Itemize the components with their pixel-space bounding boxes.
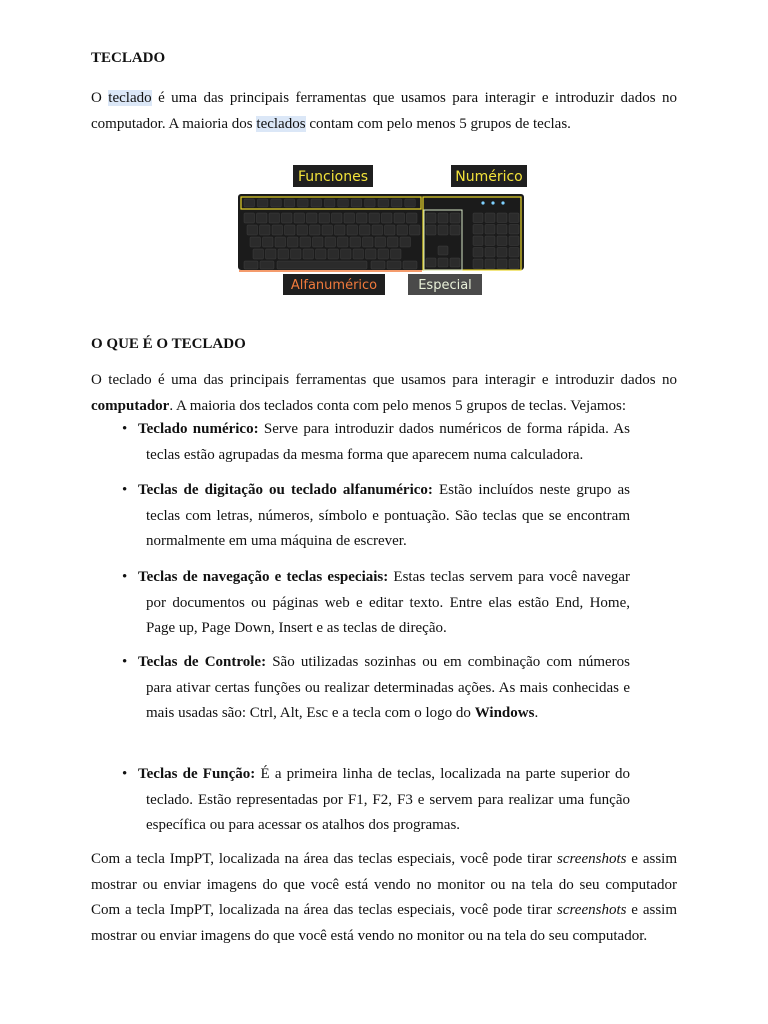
keyboard-key bbox=[372, 225, 383, 235]
keyboard-key bbox=[405, 199, 416, 207]
keyboard-key bbox=[260, 225, 271, 235]
keyboard-key bbox=[325, 237, 336, 247]
keyboard-key bbox=[391, 249, 402, 259]
list-item-text bbox=[138, 478, 630, 555]
section-title-o-que-e: O QUE É O TECLADO bbox=[91, 336, 246, 352]
keyboard-key bbox=[497, 236, 507, 246]
list-item-lead: Teclas de digitação ou teclado alfanumérico: bbox=[138, 482, 433, 498]
keyboard-key bbox=[473, 213, 483, 223]
keyboard-key bbox=[450, 225, 460, 235]
label-especial: Especial bbox=[418, 278, 472, 293]
keyboard-key bbox=[275, 237, 286, 247]
keyboard-key bbox=[387, 261, 401, 269]
keyboard-key bbox=[347, 225, 358, 235]
keyboard-key bbox=[282, 213, 293, 223]
keyboard-key bbox=[485, 259, 495, 269]
indicator-light bbox=[481, 201, 484, 204]
keyboard-key bbox=[285, 225, 296, 235]
keyboard-key bbox=[244, 261, 258, 269]
keyboard-key bbox=[438, 213, 448, 223]
keyboard-key bbox=[310, 225, 321, 235]
keyboard-key bbox=[407, 213, 418, 223]
keyboard-key bbox=[509, 213, 519, 223]
bullet-dot: • bbox=[122, 654, 128, 670]
keyboard-key bbox=[353, 249, 364, 259]
keyboard-key bbox=[485, 225, 495, 235]
closing-text-b: e assim mostrar ou enviar imagens do que você está vendo no monitor ou na tela do seu computador Com a tecla ImpPT, localizada na área das teclas especiais, você pode tirar bbox=[91, 851, 677, 918]
keyboard-key bbox=[278, 249, 289, 259]
list-item-body: Estas teclas servem para você navegar por documentos ou páginas web e editar texto. Entre elas estão End, Home, Page up, Page Down, Insert e as teclas de direção. bbox=[146, 569, 631, 636]
keyboard-key bbox=[378, 249, 389, 259]
keyboard-key bbox=[297, 225, 308, 235]
label-numerico: Numérico bbox=[455, 169, 523, 185]
keyboard-key bbox=[316, 249, 327, 259]
keyboard-key bbox=[271, 199, 282, 207]
keyboard-key bbox=[253, 249, 264, 259]
closing-text-c: e assim mostrar ou enviar imagens do que você está vendo no monitor ou na tela do seu computador. bbox=[91, 902, 677, 944]
keyboard-key bbox=[497, 213, 507, 223]
keyboard-key bbox=[300, 237, 311, 247]
keyboard-key bbox=[450, 213, 460, 223]
keyboard-key bbox=[298, 199, 309, 207]
intro-text-b: é uma das principais ferramentas que usamos para interagir e introduzir dados no computador. A maioria dos bbox=[91, 90, 677, 132]
list-item-body: Serve para introduzir dados numéricos de forma rápida. As teclas estão agrupadas da mesma forma que aparecem numa calculadora. bbox=[146, 421, 630, 463]
keyboard-key bbox=[426, 225, 436, 235]
keyboard-key bbox=[438, 225, 448, 235]
list-item-body: Estão incluídos neste grupo as teclas com letras, números, símbolo e pontuação. São teclas que se encontram normalmente em uma máquina de escrever. bbox=[146, 482, 630, 549]
keyboard-figure bbox=[237, 158, 542, 302]
keyboard-key bbox=[319, 213, 330, 223]
keyboard-key bbox=[450, 258, 460, 267]
keyboard-key bbox=[244, 199, 255, 207]
keyboard-key bbox=[485, 248, 495, 258]
keyboard-key bbox=[324, 199, 335, 207]
intro-text-c: contam com pelo menos 5 grupos de teclas. bbox=[305, 115, 571, 132]
keyboard-key bbox=[509, 248, 519, 258]
keyboard-key bbox=[344, 213, 355, 223]
keyboard-key bbox=[338, 199, 349, 207]
keyboard-key bbox=[509, 225, 519, 235]
keyboard-key bbox=[397, 225, 408, 235]
keyboard-key bbox=[509, 259, 519, 269]
keyboard-key bbox=[303, 249, 314, 259]
keyboard-key bbox=[294, 213, 305, 223]
list-item-lead: Teclado numérico: bbox=[138, 421, 259, 437]
keyboard-key bbox=[313, 237, 324, 247]
keyboard-key bbox=[272, 225, 283, 235]
closing-italic-2: screenshots bbox=[557, 902, 627, 918]
keyboard-key bbox=[485, 213, 495, 223]
keyboard-key bbox=[509, 236, 519, 246]
keyboard-key bbox=[291, 249, 302, 259]
list-item-text bbox=[138, 565, 630, 642]
closing-italic-1: screenshots bbox=[557, 851, 627, 867]
keyboard-key bbox=[403, 261, 417, 269]
keyboard-key bbox=[473, 259, 483, 269]
keyboard-key bbox=[388, 237, 399, 247]
label-alfanumerico: Alfanumérico bbox=[290, 278, 378, 293]
keyboard-key bbox=[311, 199, 322, 207]
list-item-tail: . bbox=[534, 705, 539, 721]
keyboard-key bbox=[400, 237, 411, 247]
keyboard-key bbox=[497, 259, 507, 269]
keyboard-key bbox=[250, 237, 261, 247]
keyboard-illustration bbox=[237, 158, 542, 302]
keyboard-key bbox=[307, 213, 318, 223]
section2-intro bbox=[91, 368, 677, 419]
indicator-light bbox=[501, 201, 504, 204]
keyboard-key bbox=[378, 199, 389, 207]
keyboard-key bbox=[371, 261, 385, 269]
keyboard-key bbox=[473, 225, 483, 235]
list-item-text bbox=[138, 417, 630, 468]
keyboard-key bbox=[394, 213, 405, 223]
keyboard-key bbox=[332, 213, 343, 223]
keyboard-key bbox=[426, 213, 436, 223]
keyboard-key bbox=[244, 213, 255, 223]
keyboard-key bbox=[263, 237, 274, 247]
keyboard-key bbox=[363, 237, 374, 247]
keyboard-key bbox=[438, 258, 448, 267]
closing-text-a: Com a tecla ImpPT, localizada na área das teclas especiais, você pode tirar bbox=[91, 851, 558, 867]
keyboard-key bbox=[385, 225, 396, 235]
keyboard-key bbox=[260, 261, 274, 269]
keyboard-key bbox=[341, 249, 352, 259]
keyboard-key bbox=[351, 199, 362, 207]
intro-text-a: O bbox=[91, 90, 109, 106]
keyboard-key bbox=[266, 249, 277, 259]
keyboard-key bbox=[247, 225, 258, 235]
keyboard-key bbox=[269, 213, 280, 223]
bullet-dot: • bbox=[122, 482, 128, 498]
section2-intro-bold: computador bbox=[91, 397, 170, 414]
list-item-lead: Teclas de Controle: bbox=[138, 654, 267, 670]
list-item-bold-tail: Windows bbox=[474, 705, 535, 721]
bullet-dot: • bbox=[122, 569, 128, 585]
label-funciones: Funciones bbox=[298, 169, 368, 185]
section-title-teclado: TECLADO bbox=[91, 50, 166, 66]
keyboard-key bbox=[257, 199, 268, 207]
section2-intro-a: O teclado é uma das principais ferramentas que usamos para interagir e introduzir dados no bbox=[91, 372, 677, 388]
section2-intro-b: . A maioria dos teclados conta com pelo menos 5 grupos de teclas. Vejamos: bbox=[169, 397, 627, 414]
keyboard-key bbox=[350, 237, 361, 247]
keyboard-key bbox=[473, 248, 483, 258]
bullet-dot: • bbox=[122, 766, 128, 782]
keyboard-key bbox=[426, 258, 436, 267]
keyboard-key bbox=[438, 246, 448, 255]
keyboard-key bbox=[391, 199, 402, 207]
list-item-text bbox=[138, 650, 630, 727]
keyboard-key bbox=[410, 225, 421, 235]
keyboard-key bbox=[357, 213, 368, 223]
keyboard-key bbox=[284, 199, 295, 207]
keyboard-key bbox=[366, 249, 377, 259]
keyboard-key bbox=[365, 199, 376, 207]
list-item-lead: Teclas de navegação e teclas especiais: bbox=[138, 569, 389, 585]
keyboard-key bbox=[473, 236, 483, 246]
keyboard-key bbox=[277, 261, 367, 269]
keyboard-key bbox=[369, 213, 380, 223]
list-item-body: São utilizadas sozinhas ou em combinação com números para ativar certas funções ou realizar determinadas ações. As mais conhecidas e mais usadas são: Ctrl, Alt, Esc e a tecla com o logo do bbox=[146, 654, 630, 721]
keyboard-key bbox=[288, 237, 299, 247]
keyboard-key bbox=[360, 225, 371, 235]
intro-paragraph bbox=[91, 86, 677, 137]
keyboard-key bbox=[322, 225, 333, 235]
keyboard-key bbox=[338, 237, 349, 247]
highlight-teclados: teclados bbox=[256, 115, 306, 132]
bullet-dot: • bbox=[122, 421, 128, 437]
keyboard-key bbox=[497, 225, 507, 235]
keyboard-key bbox=[485, 236, 495, 246]
indicator-light bbox=[491, 201, 494, 204]
keyboard-key bbox=[497, 248, 507, 258]
list-item-text bbox=[138, 762, 630, 839]
keyboard-key bbox=[257, 213, 268, 223]
highlight-teclado: teclado bbox=[108, 90, 152, 106]
keyboard-key bbox=[328, 249, 339, 259]
closing-paragraph bbox=[91, 847, 677, 949]
list-item-lead: Teclas de Função: bbox=[138, 766, 256, 782]
keyboard-key bbox=[375, 237, 386, 247]
keyboard-key bbox=[382, 213, 393, 223]
list-item-body: É a primeira linha de teclas, localizada na parte superior do teclado. Estão representadas por F1, F2, F3 e servem para realizar uma função específica ou para acessar os atalhos dos programas. bbox=[146, 766, 630, 833]
keyboard-key bbox=[335, 225, 346, 235]
